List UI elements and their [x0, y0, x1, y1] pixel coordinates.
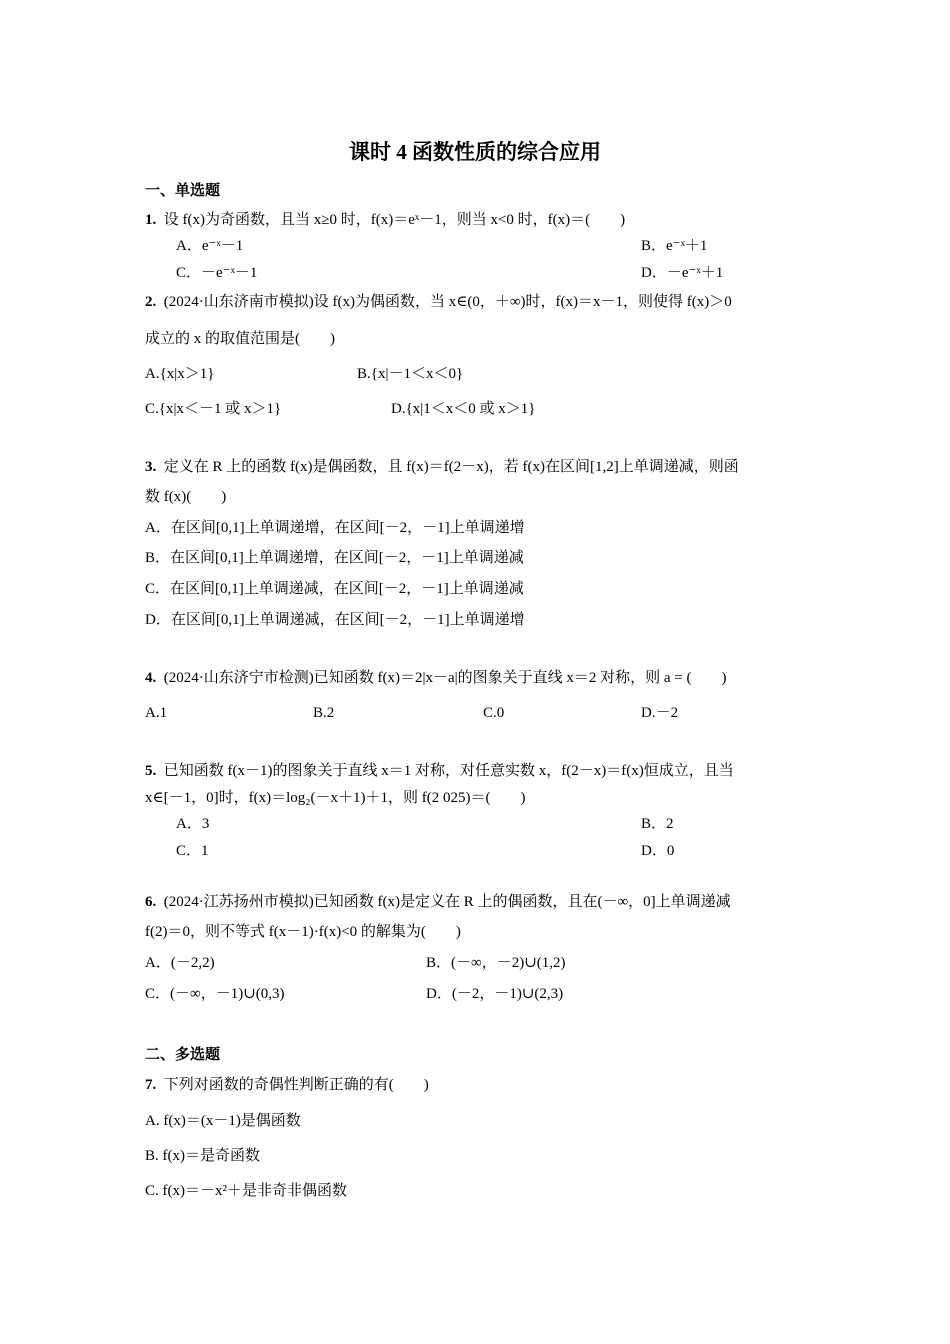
question-1-option-b: B．e⁻ˣ＋1 [641, 238, 708, 254]
question-number: 6. [145, 894, 157, 910]
question-3-option-c: C．在区间[0,1]上单调递减，在区间[－2，－1]上单调递减 [145, 581, 524, 597]
section-heading-multiple-choice: 二、多选题 [145, 1047, 221, 1063]
question-text: (2024·江苏扬州市模拟)已知函数 f(x)是定义在 R 上的偶函数，且在(－∞，0]上单调递减 [163, 894, 731, 910]
question-text: 设 f(x)为奇函数，且当 x≥0 时，f(x)＝eˣ－1，则当 x<0 时，f(x)＝( ) [163, 212, 626, 228]
question-number: 3. [145, 459, 157, 475]
question-2-option-c: C.{x|x＜－1 或 x＞1} [145, 401, 282, 417]
question-2-option-a: A.{x|x＞1} [145, 366, 215, 382]
question-6-option-c: C．(－∞，－1)∪(0,3) [145, 986, 285, 1002]
question-number: 5. [145, 763, 157, 779]
question-4-stem [145, 668, 727, 688]
question-5-option-c: C．1 [176, 843, 209, 859]
question-text: 定义在 R 上的函数 f(x)是偶函数，且 f(x)＝f(2－x)，若 f(x)在区间[1,2]上单调递减，则函 [163, 459, 739, 475]
question-3-stem-continued: 数 f(x)( ) [145, 489, 227, 505]
question-2-stem [145, 292, 732, 312]
question-4-option-d: D.－2 [641, 705, 679, 721]
question-4-option-a: A.1 [145, 705, 168, 721]
question-4-option-c: C.0 [483, 705, 505, 721]
question-3-option-d: D．在区间[0,1]上单调递减，在区间[－2，－1]上单调递增 [145, 612, 525, 628]
question-1-option-d: D．－e⁻ˣ＋1 [641, 265, 724, 281]
question-number: 1. [145, 212, 157, 228]
question-2-option-d: D.{x|1＜x＜0 或 x＞1} [391, 401, 536, 417]
question-5-option-b: B．2 [641, 816, 674, 832]
question-5-option-a: A．3 [176, 816, 210, 832]
question-2-stem-continued: 成立的 x 的取值范围是( ) [145, 331, 335, 347]
question-5-stem [145, 761, 734, 781]
section-heading-single-choice: 一、单选题 [145, 183, 221, 199]
question-7-option-b: B. f(x)＝是奇函数 [145, 1148, 260, 1164]
question-5-option-d: D．0 [641, 843, 675, 859]
question-3-stem [145, 457, 739, 477]
question-2-option-b: B.{x|－1＜x＜0} [357, 366, 464, 382]
question-7-stem [145, 1075, 429, 1095]
question-6-option-a: A．(－2,2) [145, 955, 215, 971]
question-1-option-c: C．－e⁻ˣ－1 [176, 265, 258, 281]
question-text: 下列对函数的奇偶性判断正确的有( ) [163, 1077, 429, 1093]
question-6-stem-continued: f(2)＝0，则不等式 f(x－1)·f(x)<0 的解集为( ) [145, 924, 461, 940]
question-number: 2. [145, 294, 157, 310]
question-text: 已知函数 f(x－1)的图象关于直线 x＝1 对称，对任意实数 x，f(2－x)＝f(x)恒成立，且当 [163, 763, 734, 779]
page-title: 课时 4 函数性质的综合应用 [349, 140, 601, 164]
question-3-option-a: A．在区间[0,1]上单调递增，在区间[－2，－1]上单调递增 [145, 520, 525, 536]
question-6-option-b: B．(－∞，－2)∪(1,2) [426, 955, 566, 971]
question-7-option-a: A. f(x)＝(x－1)是偶函数 [145, 1113, 301, 1129]
question-1-stem [145, 210, 625, 230]
question-7-option-c: C. f(x)＝－x²＋是非奇非偶函数 [145, 1183, 347, 1199]
question-text: (2024·山东济南市模拟)设 f(x)为偶函数，当 x∈(0，＋∞)时，f(x)＝x－1，则使得 f(x)＞0 [163, 294, 732, 310]
question-6-stem [145, 892, 731, 912]
question-6-option-d: D．(－2，－1)∪(2,3) [426, 986, 564, 1002]
question-5-stem-continued: x∈[－1，0]时，f(x)＝log₂(－x＋1)＋1，则 f(2 025)＝( ) [145, 790, 526, 806]
question-1-option-a: A．e⁻ˣ－1 [176, 238, 244, 254]
question-number: 7. [145, 1077, 157, 1093]
question-text: (2024·山东济宁市检测)已知函数 f(x)＝2|x－a|的图象关于直线 x＝2 对称，则 a = ( ) [163, 670, 727, 686]
question-4-option-b: B.2 [313, 705, 335, 721]
question-3-option-b: B．在区间[0,1]上单调递增，在区间[－2，－1]上单调递减 [145, 550, 524, 566]
question-number: 4. [145, 670, 157, 686]
